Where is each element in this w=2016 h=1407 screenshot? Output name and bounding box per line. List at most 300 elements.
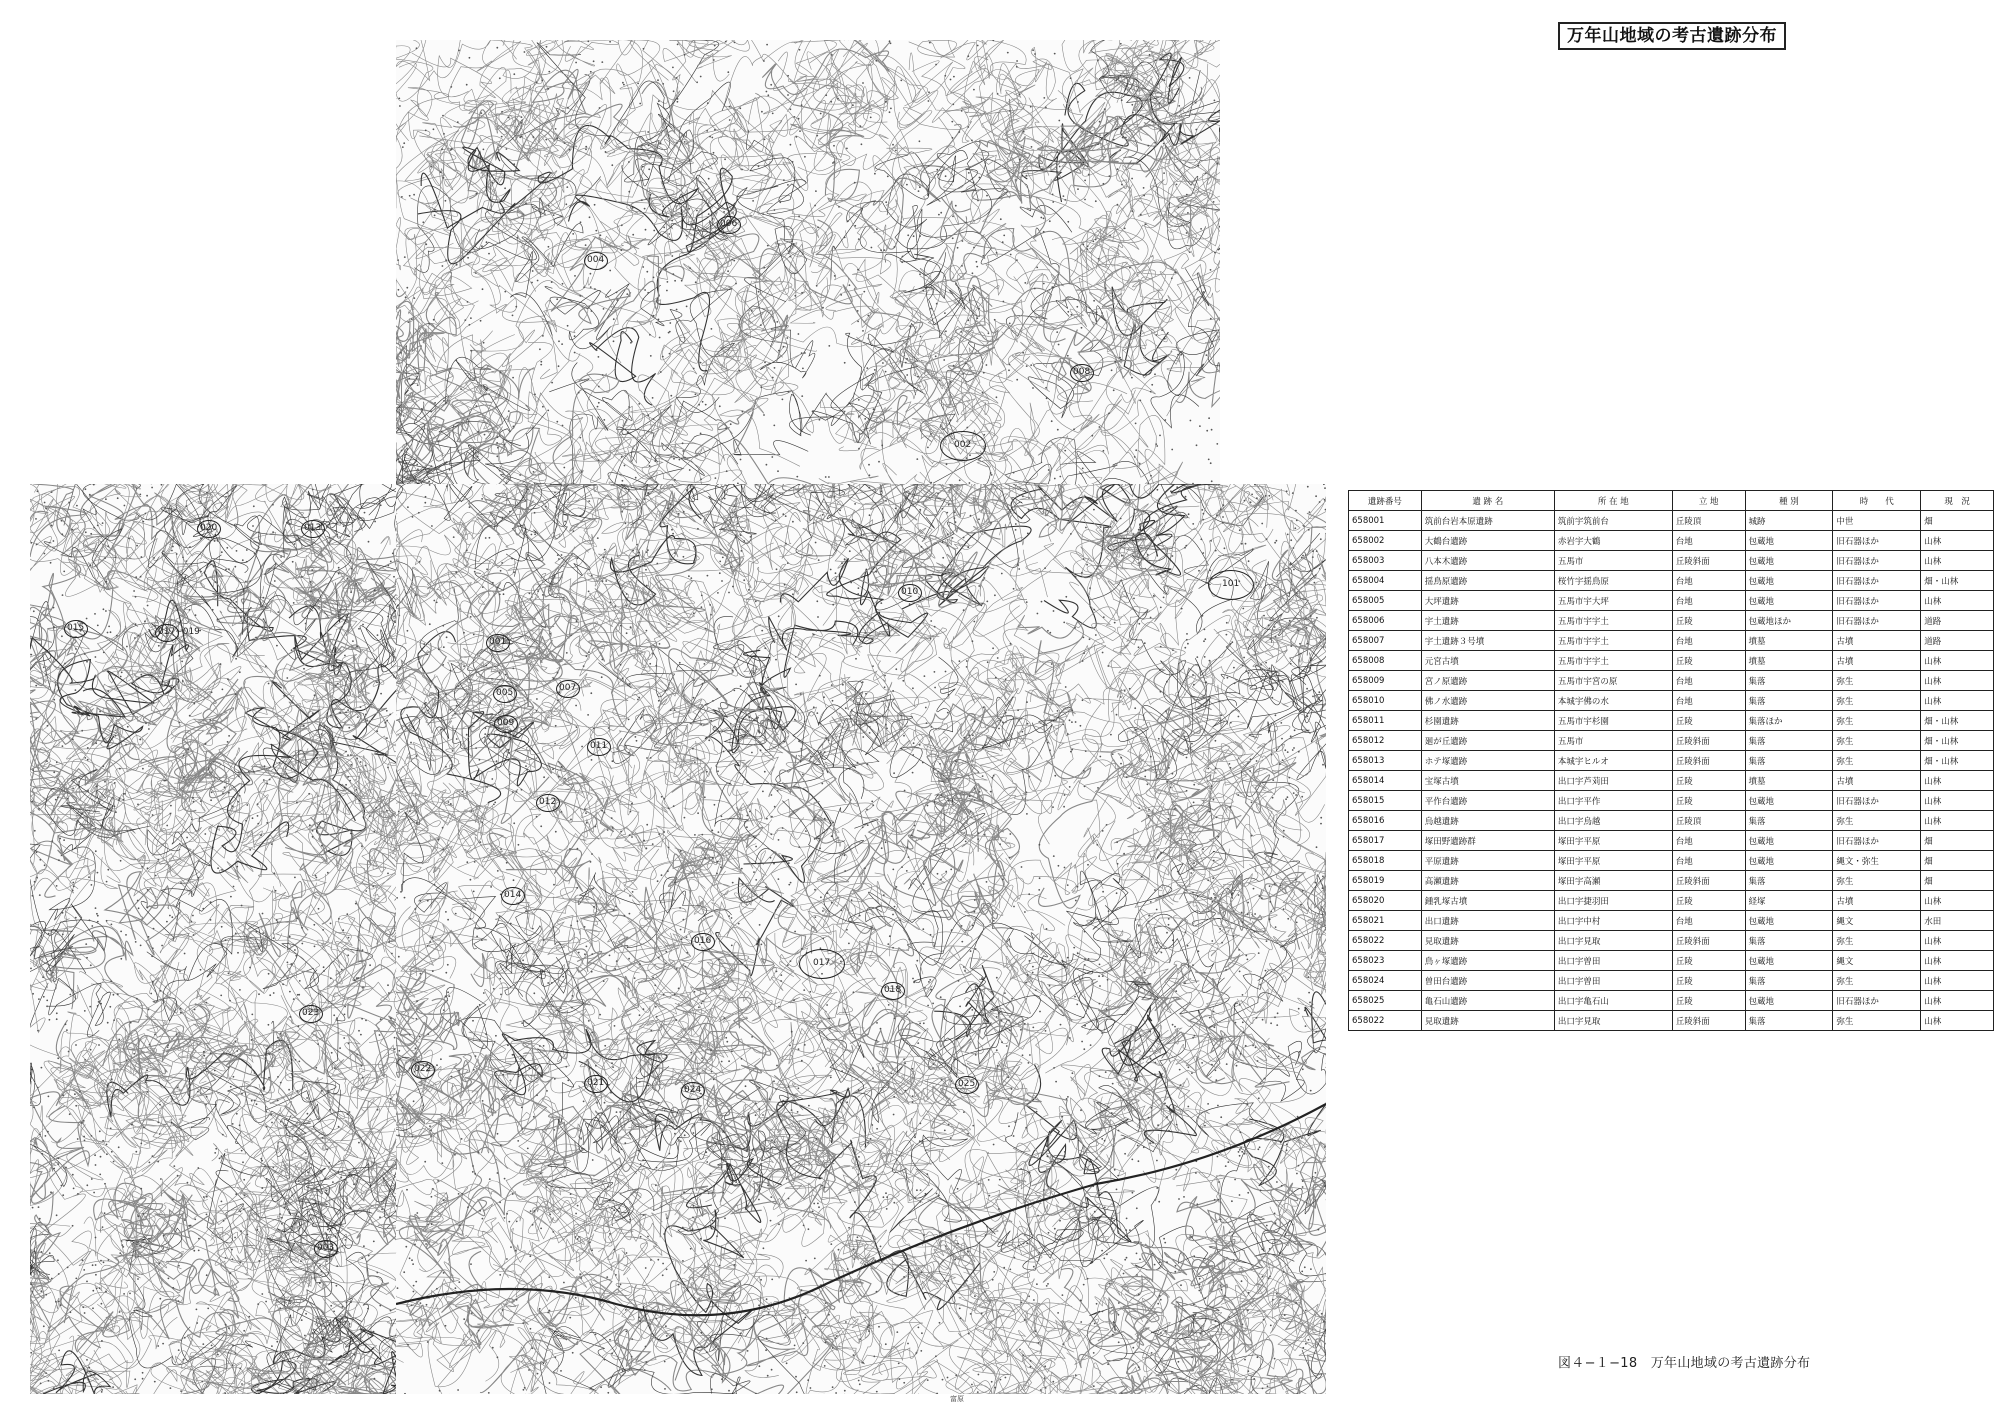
terrain-dot (110, 980, 112, 982)
terrain-dot (711, 1388, 713, 1390)
terrain-dot (918, 190, 920, 192)
terrain-dot (868, 1324, 870, 1326)
terrain-dot (972, 925, 974, 927)
terrain-dot (1292, 492, 1294, 494)
terrain-dot (501, 136, 503, 138)
terrain-dot (527, 489, 529, 491)
terrain-dot (960, 1317, 962, 1319)
terrain-dot (480, 320, 482, 322)
terrain-dot (567, 107, 569, 109)
terrain-dot (815, 190, 817, 192)
terrain-dot (540, 1228, 542, 1230)
terrain-dot (454, 1154, 456, 1156)
terrain-dot (1143, 195, 1145, 197)
terrain-dot (616, 299, 618, 301)
terrain-dot (854, 503, 856, 505)
terrain-dot (648, 168, 650, 170)
terrain-dot (1204, 1297, 1206, 1299)
terrain-dot (554, 576, 556, 578)
terrain-dot (809, 991, 811, 993)
terrain-dot (1071, 749, 1073, 751)
terrain-dot (828, 1314, 830, 1316)
terrain-dot (361, 1018, 363, 1020)
terrain-dot (192, 915, 194, 917)
terrain-dot (1143, 187, 1145, 189)
terrain-dot (277, 1076, 279, 1078)
terrain-dot (828, 476, 830, 478)
terrain-dot (369, 964, 371, 966)
terrain-dot (825, 1302, 827, 1304)
terrain-dot (506, 1258, 508, 1260)
terrain-dot (86, 957, 88, 959)
terrain-dot (1269, 919, 1271, 921)
terrain-dot (871, 247, 873, 249)
terrain-dot (674, 280, 676, 282)
terrain-dot (959, 479, 961, 481)
terrain-dot (123, 799, 125, 801)
terrain-dot (158, 645, 160, 647)
terrain-dot (712, 218, 714, 220)
terrain-dot (1274, 883, 1276, 885)
terrain-dot (169, 915, 171, 917)
terrain-dot (41, 1153, 43, 1155)
terrain-dot (246, 549, 248, 551)
terrain-dot (1144, 972, 1146, 974)
terrain-dot (1192, 523, 1194, 525)
contour-line (1143, 1132, 1271, 1275)
terrain-dot (858, 1156, 860, 1158)
terrain-dot (978, 1183, 980, 1185)
terrain-dot (1226, 1063, 1228, 1065)
terrain-dot (737, 517, 739, 519)
terrain-dot (855, 658, 857, 660)
terrain-dot (792, 161, 794, 163)
terrain-dot (920, 336, 922, 338)
terrain-dot (1208, 811, 1210, 813)
terrain-dot (919, 1140, 921, 1142)
map-sheet-north[interactable] (396, 40, 1220, 484)
terrain-dot (488, 253, 490, 255)
terrain-dot (628, 161, 630, 163)
terrain-dot (861, 143, 863, 145)
terrain-dot (92, 1290, 94, 1292)
terrain-dot (817, 1203, 819, 1205)
terrain-dot (436, 1064, 438, 1066)
terrain-dot (1154, 1264, 1156, 1266)
terrain-dot (668, 847, 670, 849)
terrain-dot (1003, 235, 1005, 237)
terrain-dot (1274, 1358, 1276, 1360)
contour-line (535, 40, 678, 143)
terrain-dot (626, 593, 628, 595)
terrain-dot (776, 971, 778, 973)
terrain-dot (1161, 79, 1163, 81)
terrain-dot (631, 1338, 633, 1340)
terrain-dot (237, 952, 239, 954)
terrain-dot (219, 1158, 221, 1160)
terrain-dot (1117, 1175, 1119, 1177)
terrain-dot (376, 681, 378, 683)
terrain-dot (1270, 638, 1272, 640)
terrain-dot (1160, 646, 1162, 648)
terrain-dot (472, 1165, 474, 1167)
terrain-dot (921, 1142, 923, 1144)
terrain-dot (193, 703, 195, 705)
terrain-dot (1138, 1160, 1140, 1162)
terrain-dot (787, 964, 789, 966)
terrain-dot (521, 135, 523, 137)
terrain-dot (831, 835, 833, 837)
terrain-dot (945, 330, 947, 332)
terrain-dot (1081, 163, 1083, 165)
terrain-dot (150, 993, 152, 995)
terrain-dot (1216, 514, 1218, 516)
terrain-dot (947, 712, 949, 714)
terrain-dot (786, 1362, 788, 1364)
terrain-dot (463, 1318, 465, 1320)
terrain-dot (558, 340, 560, 342)
terrain-dot (194, 1218, 196, 1220)
terrain-dot (418, 373, 420, 375)
terrain-dot (849, 550, 851, 552)
terrain-dot (470, 317, 472, 319)
terrain-dot (663, 227, 665, 229)
terrain-dot (30, 968, 32, 970)
terrain-dot (183, 755, 185, 757)
contour-line (72, 484, 213, 592)
terrain-dot (1005, 712, 1007, 714)
terrain-dot (638, 552, 640, 554)
terrain-dot (254, 1100, 256, 1102)
terrain-dot (883, 894, 885, 896)
terrain-dot (1323, 1321, 1325, 1323)
terrain-dot (817, 227, 819, 229)
terrain-dot (657, 79, 659, 81)
terrain-dot (46, 760, 48, 762)
terrain-dot (485, 727, 487, 729)
terrain-dot (713, 1341, 715, 1343)
terrain-dot (574, 1236, 576, 1238)
terrain-dot (221, 926, 223, 928)
terrain-dot (669, 353, 671, 355)
terrain-dot (990, 522, 992, 524)
terrain-dot (906, 358, 908, 360)
terrain-dot (599, 1014, 601, 1016)
terrain-dot (1108, 910, 1110, 912)
terrain-dot (553, 214, 555, 216)
terrain-dot (663, 1233, 665, 1235)
terrain-dot (723, 211, 725, 213)
terrain-dot (820, 113, 822, 115)
terrain-dot (261, 1160, 263, 1162)
terrain-dot (758, 1171, 760, 1173)
terrain-dot (782, 399, 784, 401)
terrain-dot (1041, 601, 1043, 603)
terrain-dot (1270, 1325, 1272, 1327)
terrain-dot (862, 826, 864, 828)
terrain-dot (1120, 43, 1122, 45)
terrain-dot (560, 1370, 562, 1372)
terrain-dot (401, 1107, 403, 1109)
terrain-dot (105, 1291, 107, 1293)
terrain-dot (525, 910, 527, 912)
terrain-dot (943, 1059, 945, 1061)
terrain-dot (65, 1167, 67, 1169)
terrain-dot (67, 1267, 69, 1269)
terrain-dot (1279, 763, 1281, 765)
map-sheet-main[interactable] (396, 484, 1326, 1394)
terrain-dot (405, 1246, 407, 1248)
terrain-dot (981, 977, 983, 979)
terrain-dot (889, 41, 891, 43)
terrain-dot (285, 1124, 287, 1126)
terrain-dot (929, 42, 931, 44)
terrain-dot (820, 751, 822, 753)
terrain-dot (616, 1111, 618, 1113)
terrain-dot (1121, 1392, 1123, 1394)
terrain-dot (892, 144, 894, 146)
terrain-dot (649, 334, 651, 336)
terrain-dot (376, 1272, 378, 1274)
terrain-dot (1178, 206, 1180, 208)
terrain-dot (230, 896, 232, 898)
terrain-dot (336, 1285, 338, 1287)
terrain-dot (66, 1029, 68, 1031)
terrain-dot (728, 1060, 730, 1062)
terrain-dot (824, 751, 826, 753)
terrain-dot (674, 994, 676, 996)
terrain-dot (668, 233, 670, 235)
terrain-dot (414, 476, 416, 478)
terrain-dot (321, 845, 323, 847)
terrain-dot (1287, 751, 1289, 753)
terrain-dot (228, 568, 230, 570)
terrain-dot (954, 511, 956, 513)
terrain-dot (1016, 259, 1018, 261)
terrain-dot (1065, 686, 1067, 688)
terrain-dot (442, 664, 444, 666)
terrain-dot (430, 166, 432, 168)
terrain-dot (490, 886, 492, 888)
terrain-dot (836, 1335, 838, 1337)
terrain-dot (569, 1317, 571, 1319)
terrain-dot (655, 1184, 657, 1186)
terrain-dot (1038, 889, 1040, 891)
terrain-dot (638, 403, 640, 405)
contour-line (110, 1000, 231, 1066)
terrain-dot (449, 469, 451, 471)
terrain-dot (436, 602, 438, 604)
terrain-dot (187, 748, 189, 750)
terrain-dot (53, 1168, 55, 1170)
terrain-dot (73, 1188, 75, 1190)
terrain-dot (210, 1052, 212, 1054)
terrain-dot (903, 1276, 905, 1278)
terrain-dot (1163, 143, 1165, 145)
terrain-dot (603, 980, 605, 982)
terrain-dot (280, 1082, 282, 1084)
terrain-dot (482, 586, 484, 588)
terrain-dot (751, 310, 753, 312)
terrain-dot (387, 873, 389, 875)
terrain-dot (232, 805, 234, 807)
terrain-dot (466, 84, 468, 86)
terrain-dot (1047, 630, 1049, 632)
terrain-dot (532, 928, 534, 930)
terrain-dot (787, 94, 789, 96)
terrain-dot (1287, 918, 1289, 920)
terrain-dot (520, 728, 522, 730)
terrain-dot (1295, 510, 1297, 512)
terrain-dot (456, 264, 458, 266)
terrain-dot (294, 949, 296, 951)
terrain-dot (771, 1139, 773, 1141)
terrain-dot (1229, 763, 1231, 765)
terrain-dot (1043, 1189, 1045, 1191)
terrain-dot (32, 1207, 34, 1209)
terrain-dot (888, 1004, 890, 1006)
terrain-dot (1118, 1051, 1120, 1053)
terrain-dot (1295, 1302, 1297, 1304)
terrain-dot (430, 411, 432, 413)
terrain-dot (1067, 311, 1069, 313)
terrain-dot (1226, 622, 1228, 624)
terrain-dot (719, 1265, 721, 1267)
terrain-dot (646, 824, 648, 826)
terrain-dot (121, 672, 123, 674)
terrain-dot (849, 768, 851, 770)
terrain-dot (1324, 1146, 1326, 1148)
terrain-dot (920, 1123, 922, 1125)
terrain-dot (456, 705, 458, 707)
terrain-dot (235, 933, 237, 935)
terrain-dot (314, 694, 316, 696)
terrain-dot (358, 1142, 360, 1144)
terrain-dot (922, 928, 924, 930)
terrain-dot (547, 88, 549, 90)
terrain-dot (1199, 1284, 1201, 1286)
terrain-dot (1014, 1121, 1016, 1123)
terrain-dot (161, 662, 163, 664)
terrain-dot (537, 280, 539, 282)
terrain-dot (222, 689, 224, 691)
terrain-dot (1310, 1268, 1312, 1270)
terrain-dot (62, 1094, 64, 1096)
terrain-dot (844, 1390, 846, 1392)
terrain-dot (950, 584, 952, 586)
terrain-dot (802, 1342, 804, 1344)
terrain-dot (841, 562, 843, 564)
terrain-dot (240, 1211, 242, 1213)
terrain-dot (1312, 696, 1314, 698)
terrain-dot (591, 1249, 593, 1251)
terrain-dot (350, 833, 352, 835)
terrain-dot (620, 831, 622, 833)
terrain-dot (991, 474, 993, 476)
terrain-dot (307, 1113, 309, 1115)
terrain-dot (674, 882, 676, 884)
terrain-dot (860, 550, 862, 552)
terrain-dot (1132, 1035, 1134, 1037)
terrain-dot (1107, 1363, 1109, 1365)
terrain-dot (585, 149, 587, 151)
terrain-dot (828, 739, 830, 741)
terrain-dot (528, 1067, 530, 1069)
terrain-dot (1160, 1332, 1162, 1334)
terrain-dot (345, 784, 347, 786)
terrain-dot (89, 1006, 91, 1008)
terrain-dot (899, 1378, 901, 1380)
terrain-dot (1190, 420, 1192, 422)
terrain-dot (878, 1326, 880, 1328)
terrain-dot (1028, 497, 1030, 499)
terrain-dot (315, 875, 317, 877)
terrain-dot (669, 331, 671, 333)
terrain-dot (1022, 495, 1024, 497)
terrain-dot (56, 761, 58, 763)
terrain-dot (803, 989, 805, 991)
terrain-dot (604, 812, 606, 814)
terrain-dot (858, 415, 860, 417)
terrain-dot (30, 654, 32, 656)
terrain-dot (140, 1188, 142, 1190)
terrain-dot (693, 368, 695, 370)
terrain-dot (832, 1386, 834, 1388)
contour-line (438, 1106, 611, 1256)
terrain-dot (72, 1174, 74, 1176)
terrain-dot (166, 825, 168, 827)
terrain-dot (937, 873, 939, 875)
terrain-dot (318, 908, 320, 910)
contour-line (658, 741, 705, 814)
terrain-dot (900, 527, 902, 529)
terrain-dot (862, 330, 864, 332)
terrain-dot (312, 836, 314, 838)
terrain-dot (801, 352, 803, 354)
terrain-dot (1238, 716, 1240, 718)
terrain-dot (826, 1004, 828, 1006)
terrain-dot (636, 740, 638, 742)
terrain-dot (1301, 796, 1303, 798)
terrain-dot (585, 244, 587, 246)
terrain-dot (562, 283, 564, 285)
contour-line (940, 201, 1070, 283)
terrain-dot (386, 720, 388, 722)
terrain-dot (808, 1105, 810, 1107)
terrain-dot (406, 1189, 408, 1191)
terrain-dot (1319, 1048, 1321, 1050)
terrain-dot (521, 1107, 523, 1109)
terrain-dot (206, 1096, 208, 1098)
terrain-dot (832, 700, 834, 702)
terrain-dot (280, 1248, 282, 1250)
map-sheet-west[interactable] (30, 484, 400, 1394)
terrain-dot (230, 1086, 232, 1088)
terrain-dot (1267, 1385, 1269, 1387)
terrain-dot (515, 306, 517, 308)
terrain-dot (1114, 1169, 1116, 1171)
terrain-dot (630, 626, 632, 628)
terrain-dot (749, 811, 751, 813)
contour-line (503, 702, 639, 830)
terrain-dot (646, 271, 648, 273)
terrain-dot (1186, 633, 1188, 635)
terrain-dot (82, 1259, 84, 1261)
terrain-dot (1043, 97, 1045, 99)
terrain-dot (1179, 123, 1181, 125)
terrain-dot (1298, 1165, 1300, 1167)
terrain-dot (964, 970, 966, 972)
